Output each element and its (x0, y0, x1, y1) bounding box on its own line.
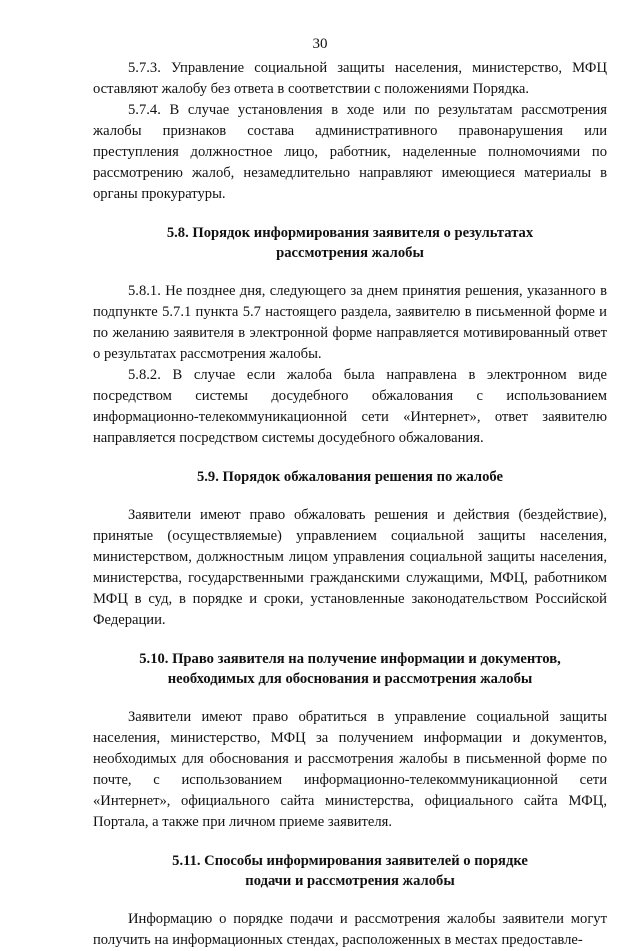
heading-5-9 (93, 467, 607, 487)
heading-5-11-line-2: подачи и рассмотрения жалобы (245, 873, 455, 889)
heading-5-8-line-1: 5.8. Порядок информирования заявителя о результатах (166, 225, 534, 241)
paragraph-5-8-2: 5.8.2. В случае если жалоба была направлена в электронном виде посредством системы досудебного обжалования с использованием информационно-телекоммуникационной сети «Интернет», ответ заявителю направляется посредством системы досудебного обжалования. (93, 367, 607, 446)
document-body (93, 58, 607, 951)
heading-5-11-line-1: 5.11. Способы информирования заявителей о порядке (172, 853, 528, 869)
paragraph-5-9: Заявители имеют право обжаловать решения и действия (бездействие), принятые (осуществляемые) управлением социальной защиты населения, министерством, должностным лицом управления социальной защиты населения, министерства, государственными гражданскими служащими, МФЦ, работником МФЦ в суд, в порядке и сроки, установленные законодательством Российской Федерации. (93, 507, 607, 628)
heading-5-10 (93, 649, 607, 689)
heading-5-10-line-1: 5.10. Право заявителя на получение информации и документов, (139, 651, 561, 667)
heading-5-8 (93, 223, 607, 263)
heading-5-9-line-1: 5.9. Порядок обжалования решения по жалобе (196, 469, 503, 485)
paragraph-5-11: Информацию о порядке подачи и рассмотрения жалобы заявители могут получить на информационных стендах, расположенных в местах предоставле- (93, 911, 607, 948)
paragraph-5-7-3: 5.7.3. Управление социальной защиты населения, министерство, МФЦ оставляют жалобу без ответа в соответствии с положениями Порядка. (93, 60, 607, 97)
heading-5-11 (93, 851, 607, 891)
heading-5-10-line-2: необходимых для обоснования и рассмотрения жалобы (167, 671, 533, 687)
paragraph-5-10: Заявители имеют право обратиться в управление социальной защиты населения, министерство, МФЦ за получением информации и документов, необходимых для обоснования и рассмотрения жалобы в письменной форме по почте, с использованием информационно-телекоммуникационной сети «Интернет», официального сайта министерства, официального сайта МФЦ, Портала, а также при личном приеме заявителя. (93, 709, 607, 830)
heading-5-8-line-2: рассмотрения жалобы (276, 245, 424, 261)
page-number: 30 (312, 36, 328, 52)
paragraph-5-8-1: 5.8.1. Не позднее дня, следующего за днем принятия решения, указанного в подпункте 5.7.1 пункта 5.7 настоящего раздела, заявителю в письменной форме и по желанию заявителя в электронной форме направляется мотивированный ответ о результатах рассмотрения жалобы. (93, 283, 607, 362)
paragraph-5-7-4: 5.7.4. В случае установления в ходе или по результатам рассмотрения жалобы признаков состава административного правонарушения или преступления должностное лицо, работник, наделенные полномочиями по рассмотрению жалоб, незамедлительно направляют имеющиеся материалы в органы прокуратуры. (93, 102, 607, 202)
